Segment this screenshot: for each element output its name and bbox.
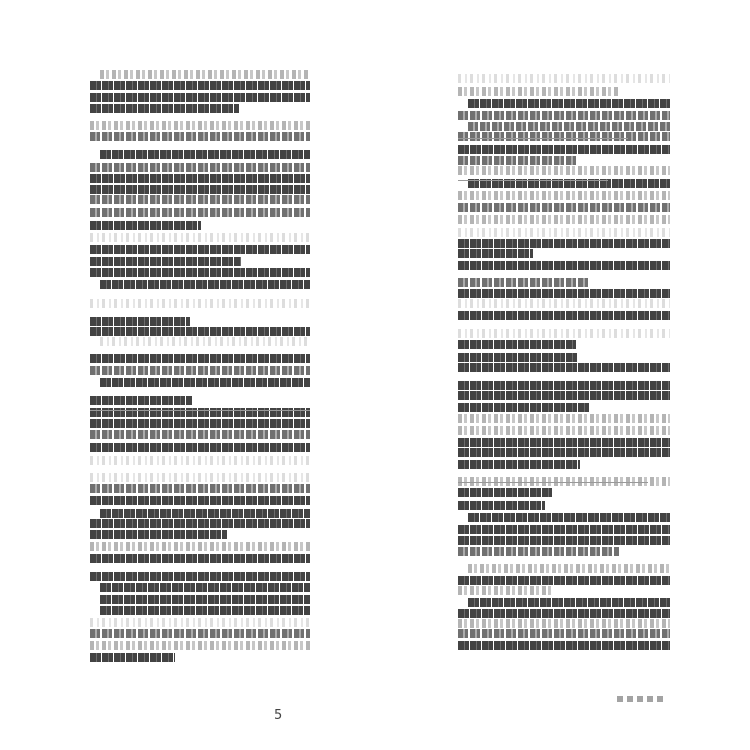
text-line (458, 619, 670, 628)
text-line (90, 317, 190, 326)
text-line (90, 185, 310, 194)
text-line (90, 443, 310, 452)
text-line (458, 629, 670, 638)
page-footer (232, 706, 302, 730)
text-line (100, 337, 310, 346)
text-line (90, 519, 310, 528)
text-line (468, 564, 670, 573)
text-line (468, 122, 670, 131)
text-line (90, 221, 201, 230)
text-line (458, 353, 577, 362)
text-line (458, 414, 670, 423)
text-line (90, 530, 227, 539)
text-line (100, 509, 310, 518)
text-line (458, 329, 670, 338)
text-line (90, 456, 310, 465)
text-line (458, 145, 670, 154)
text-line (458, 228, 670, 237)
text-line (458, 278, 590, 287)
text-line (458, 203, 670, 212)
text-line (90, 233, 310, 242)
text-line (458, 576, 670, 585)
text-line (90, 93, 310, 102)
text-line (458, 460, 580, 469)
text-line (100, 378, 310, 387)
text-line (468, 513, 670, 522)
text-line (100, 583, 310, 592)
separator-line (458, 482, 648, 483)
text-line (90, 430, 310, 439)
text-line (468, 99, 670, 108)
text-line (90, 618, 310, 627)
text-line (458, 547, 619, 556)
separator-line (90, 410, 310, 411)
text-line (458, 363, 670, 372)
text-line (458, 87, 620, 96)
text-line (458, 111, 670, 120)
text-line (458, 609, 670, 618)
text-line (90, 653, 175, 662)
text-line (90, 257, 241, 266)
text-line (458, 289, 670, 298)
text-line (90, 641, 310, 650)
text-line (458, 156, 576, 165)
text-line (458, 426, 670, 435)
text-line (90, 163, 310, 172)
text-line (458, 299, 670, 308)
text-line (90, 473, 310, 482)
text-line (458, 340, 576, 349)
text-line (90, 104, 239, 113)
text-line (90, 174, 310, 183)
text-line (458, 74, 670, 83)
text-line (90, 542, 310, 551)
text-line (90, 366, 310, 375)
text-line (458, 191, 670, 200)
text-line (90, 484, 310, 493)
text-line (458, 448, 670, 457)
text-line (458, 488, 552, 497)
text-line (100, 280, 310, 289)
text-line (90, 245, 310, 254)
text-line (458, 261, 670, 270)
text-line (90, 268, 310, 277)
text-line (100, 70, 310, 79)
text-line (458, 311, 670, 320)
page-number: 5 (274, 708, 283, 723)
text-line (458, 586, 551, 595)
text-line (90, 299, 310, 308)
separator-line (458, 180, 608, 181)
text-line (90, 396, 192, 405)
text-line (458, 641, 670, 650)
separator-line (458, 138, 628, 139)
text-line (458, 525, 670, 534)
text-line (90, 496, 310, 505)
text-line (458, 403, 589, 412)
text-line (458, 166, 670, 175)
text-line (90, 327, 310, 336)
text-line (90, 208, 310, 217)
text-line (90, 121, 310, 130)
text-line (458, 249, 533, 258)
text-line (90, 132, 310, 141)
text-line (90, 81, 310, 90)
text-line (458, 501, 545, 510)
text-line (458, 215, 670, 224)
text-line (100, 595, 310, 604)
footer-mark (617, 696, 665, 702)
text-line (458, 132, 670, 141)
text-line (90, 195, 310, 204)
text-line (458, 381, 670, 390)
text-line (90, 554, 310, 563)
text-line (90, 629, 310, 638)
text-line (458, 391, 670, 400)
text-line (100, 606, 310, 615)
text-line (90, 572, 310, 581)
text-line (90, 354, 310, 363)
text-line (100, 150, 310, 159)
text-line (90, 419, 310, 428)
text-line (468, 598, 670, 607)
text-line (458, 438, 670, 447)
text-line (458, 536, 670, 545)
text-line (458, 239, 670, 248)
